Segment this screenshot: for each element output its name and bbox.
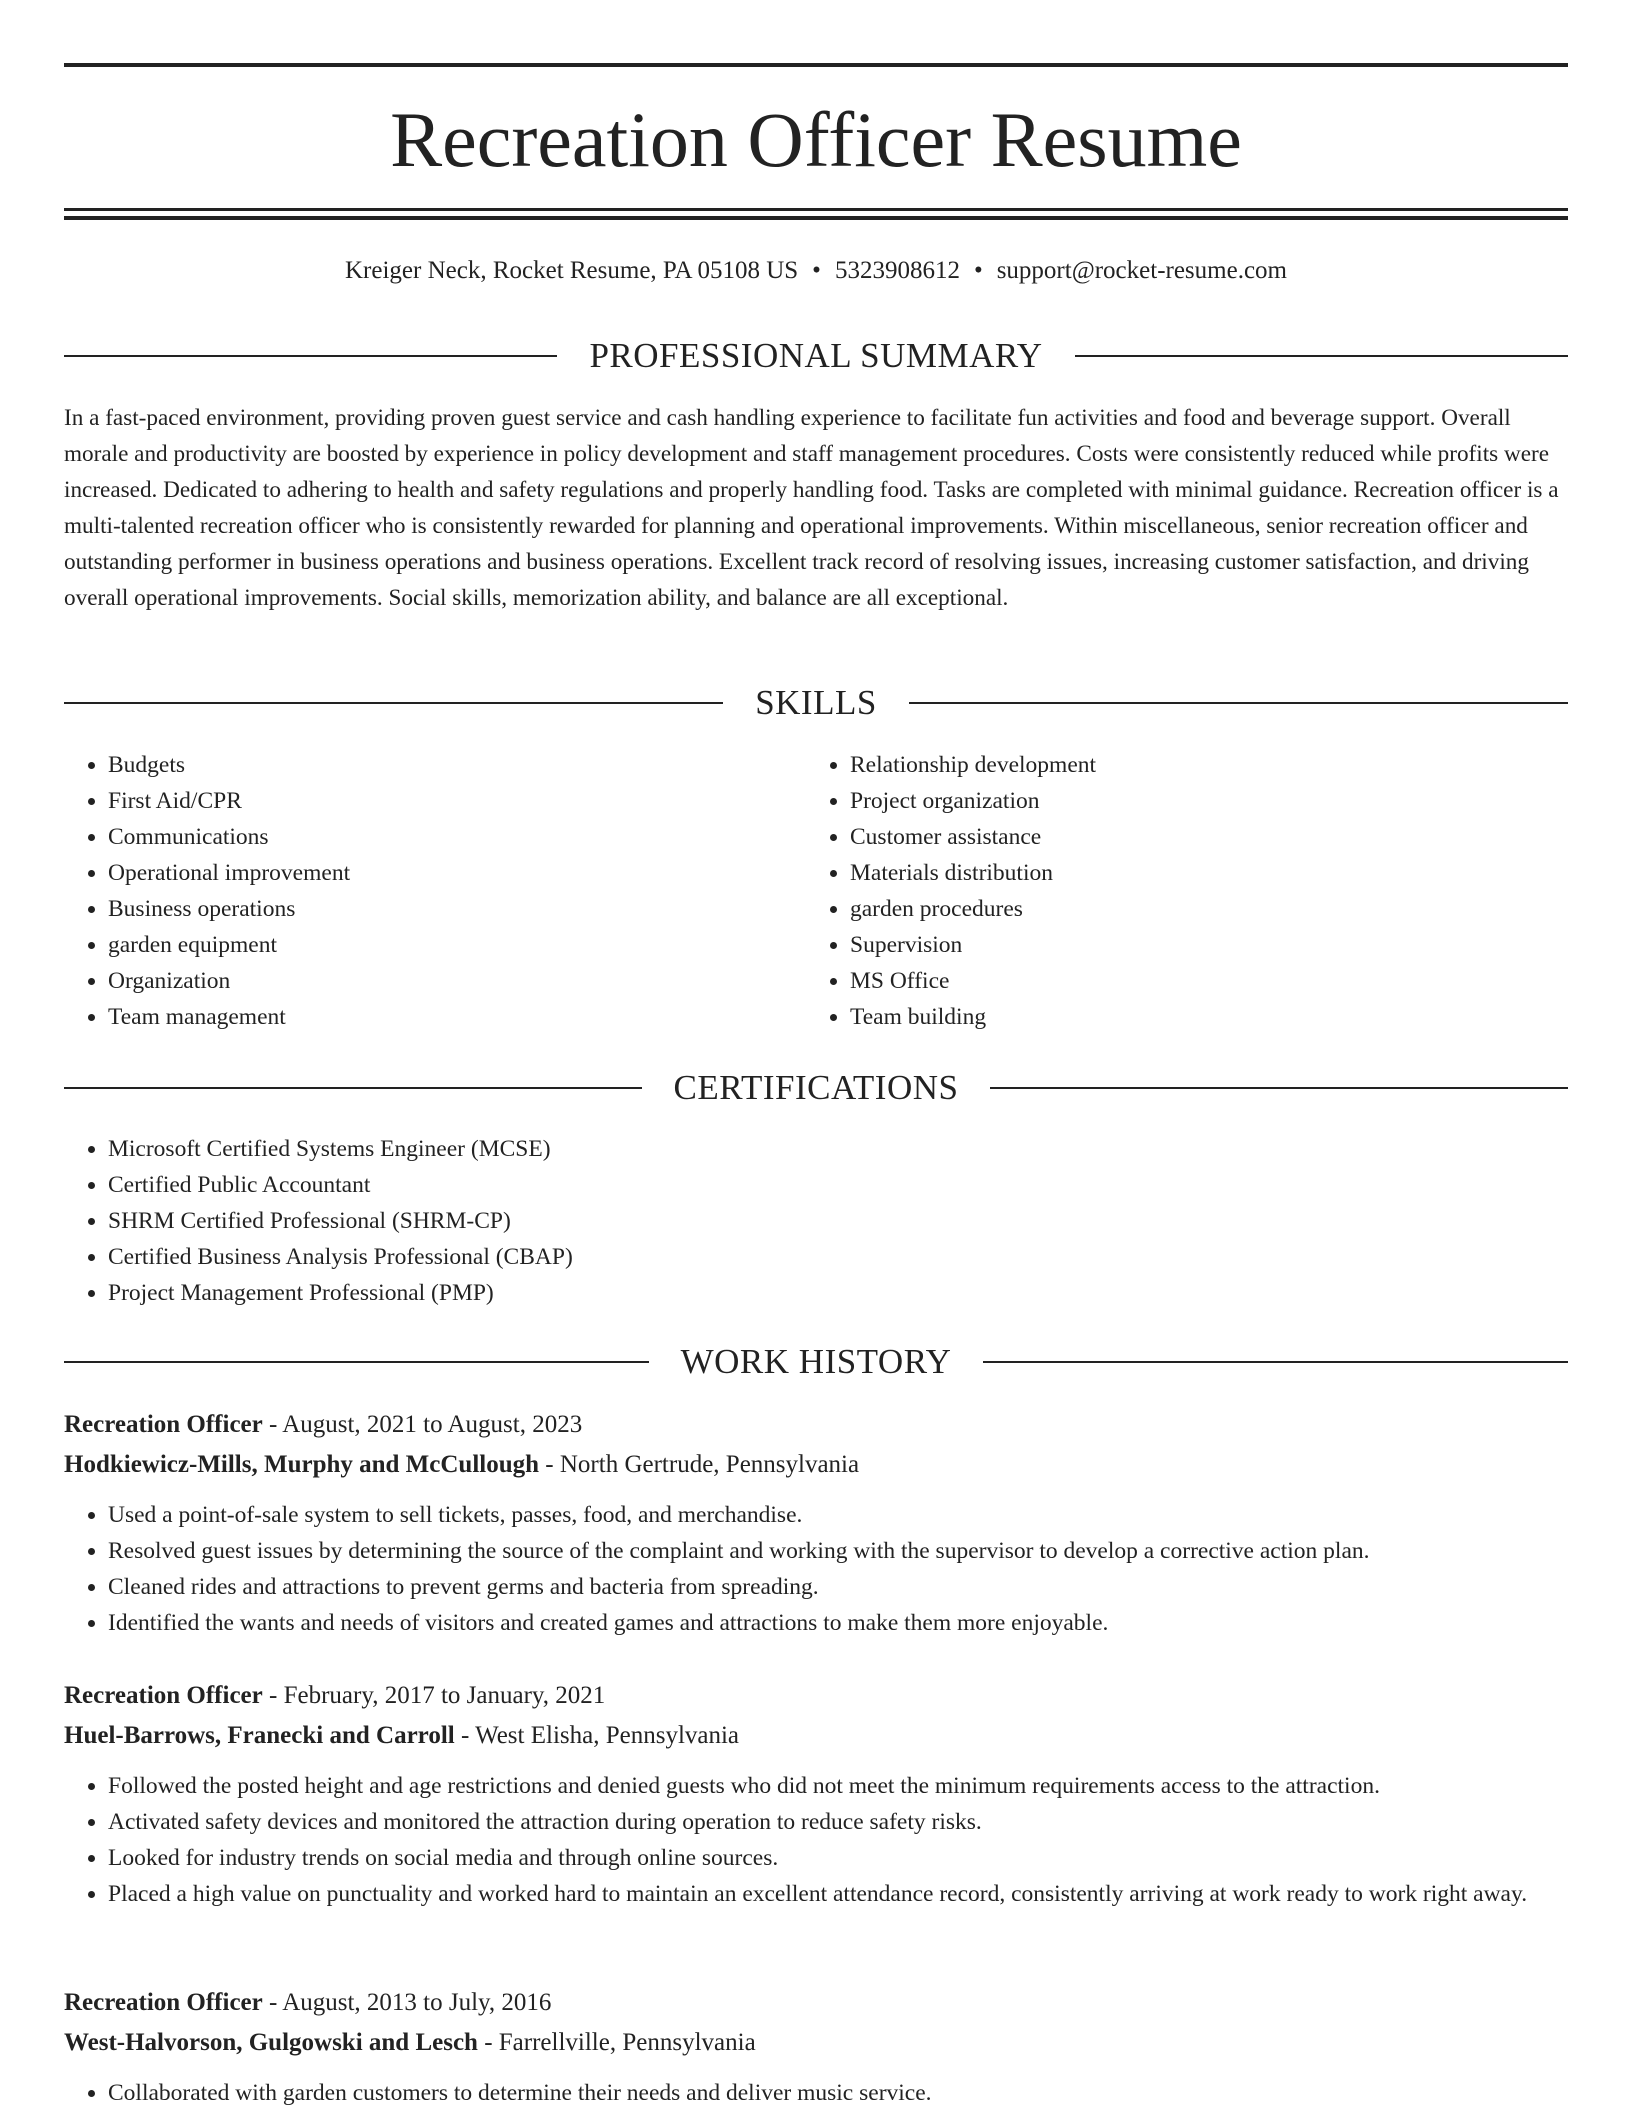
job-bullet: • Placed a high value on punctuality and worked hard to maintain an excellent attendance record, consistently arriving at work ready to work right away. [108, 1876, 1568, 1912]
job-bullet: • Activated safety devices and monitored the attraction during operation to reduce safety risks. [108, 1804, 1568, 1840]
section-heading-summary [64, 334, 1568, 378]
certifications-list [64, 1131, 1568, 1311]
skill-item: • Team management [108, 999, 806, 1035]
section-heading-work [64, 1340, 1568, 1384]
skill-item: • Budgets [108, 747, 806, 783]
skill-item: • Project organization [850, 783, 1548, 819]
certification-item: • Project Management Professional (PMP) [108, 1275, 1568, 1311]
job-entry-2 [64, 1678, 1568, 1912]
job-company: Huel-Barrows, Franecki and Carroll [64, 1722, 455, 1749]
contact-separator: • [812, 257, 821, 284]
resume-title: Recreation Officer Resume [390, 96, 1242, 183]
job-role: Recreation Officer [64, 1411, 263, 1438]
job-role: Recreation Officer [64, 1989, 263, 2016]
job-bullet: • Looked for industry trends on social media and through online sources. [108, 1840, 1568, 1876]
job-bullet: • Followed the posted height and age restrictions and denied guests who did not meet the minimum requirements access to the attraction. [108, 1768, 1568, 1804]
job-company: West-Halvorson, Gulgowski and Lesch [64, 2029, 478, 2056]
certification-item: • Certified Business Analysis Professional (CBAP) [108, 1239, 1568, 1275]
job-bullet: • Cleaned rides and attractions to prevent germs and bacteria from spreading. [108, 1569, 1568, 1605]
job-bullet: • Collaborated with garden customers to determine their needs and deliver music service. [108, 2075, 1568, 2111]
contact-email: support@rocket-resume.com [996, 257, 1287, 284]
top-rule [64, 63, 1568, 67]
section-title-work: WORK HISTORY [680, 1342, 952, 1381]
skills-column-right [806, 747, 1548, 1035]
skills-list [64, 747, 1568, 1035]
skill-item: • Organization [108, 963, 806, 999]
skill-item: • garden procedures [850, 891, 1548, 927]
section-title-summary: PROFESSIONAL SUMMARY [589, 336, 1043, 375]
certification-item: • SHRM Certified Professional (SHRM-CP) [108, 1203, 1568, 1239]
certification-item: • Certified Public Accountant [108, 1167, 1568, 1203]
job-role: Recreation Officer [64, 1682, 263, 1709]
contact-separator: • [973, 257, 983, 284]
job-bullet: • Identified the wants and needs of visitors and created games and attractions to make them more enjoyable. [108, 1605, 1568, 1641]
skills-column-left [64, 747, 806, 1035]
skill-item: • Operational improvement [108, 855, 806, 891]
section-heading-certifications [64, 1066, 1568, 1110]
job-bullet: • Used a point-of-sale system to sell tickets, passes, food, and merchandise. [108, 1497, 1568, 1533]
skill-item: • Customer assistance [850, 819, 1548, 855]
contact-phone: 5323908612 [834, 257, 960, 284]
skill-item: • Relationship development [850, 747, 1548, 783]
job-dates: - August, 2013 to July, 2016 [262, 1989, 552, 2016]
contact-address: Kreiger Neck, Rocket Resume, PA 05108 US [344, 257, 799, 284]
certification-item: • Microsoft Certified Systems Engineer (MCSE) [108, 1131, 1568, 1167]
job-location: - North Gertrude, Pennsylvania [539, 1451, 860, 1478]
job-company: Hodkiewicz-Mills, Murphy and McCullough [64, 1451, 540, 1478]
skill-item: • Materials distribution [850, 855, 1548, 891]
job-dates: - February, 2017 to January, 2021 [262, 1682, 606, 1709]
contact-line [64, 254, 1568, 288]
skill-item: • Team building [850, 999, 1548, 1035]
skill-item: • Supervision [850, 927, 1548, 963]
job-dates: - August, 2021 to August, 2023 [262, 1411, 583, 1438]
job-entry-3 [64, 1985, 1568, 2111]
skill-item: • Business operations [108, 891, 806, 927]
skill-item: • MS Office [850, 963, 1548, 999]
summary-paragraph: In a fast-paced environment, providing proven guest service and cash handling experience to facilitate fun activities and food and beverage support. Overall morale and productivity are boosted by experience in policy development and staff management procedures. Costs were consistently reduced while profits were increased. Dedicated to adhering to health and safety regulations and properly handling food. Tasks are completed with minimal guidance. Recreation officer is a multi-talented recreation officer who is consistently rewarded for planning and operational improvements. Within miscellaneous, senior recreation officer and outstanding performer in business operations and business operations. Excellent track record of resolving issues, increasing customer satisfaction, and driving overall operational improvements. Social skills, memorization ability, and balance are all exceptional. [64, 405, 1559, 611]
job-location: - West Elisha, Pennsylvania [454, 1722, 740, 1749]
job-bullet: • Resolved guest issues by determining the source of the complaint and working with the supervisor to develop a corrective action plan. [108, 1533, 1568, 1569]
title-double-rule [64, 208, 1568, 220]
skill-item: • First Aid/CPR [108, 783, 806, 819]
skill-item: • Communications [108, 819, 806, 855]
job-location: - Farrellville, Pennsylvania [477, 2029, 756, 2056]
job-entry-1 [64, 1407, 1568, 1641]
section-title-skills: SKILLS [755, 683, 877, 722]
skill-item: • garden equipment [108, 927, 806, 963]
section-heading-skills [64, 681, 1568, 725]
section-title-certifications: CERTIFICATIONS [673, 1068, 959, 1107]
